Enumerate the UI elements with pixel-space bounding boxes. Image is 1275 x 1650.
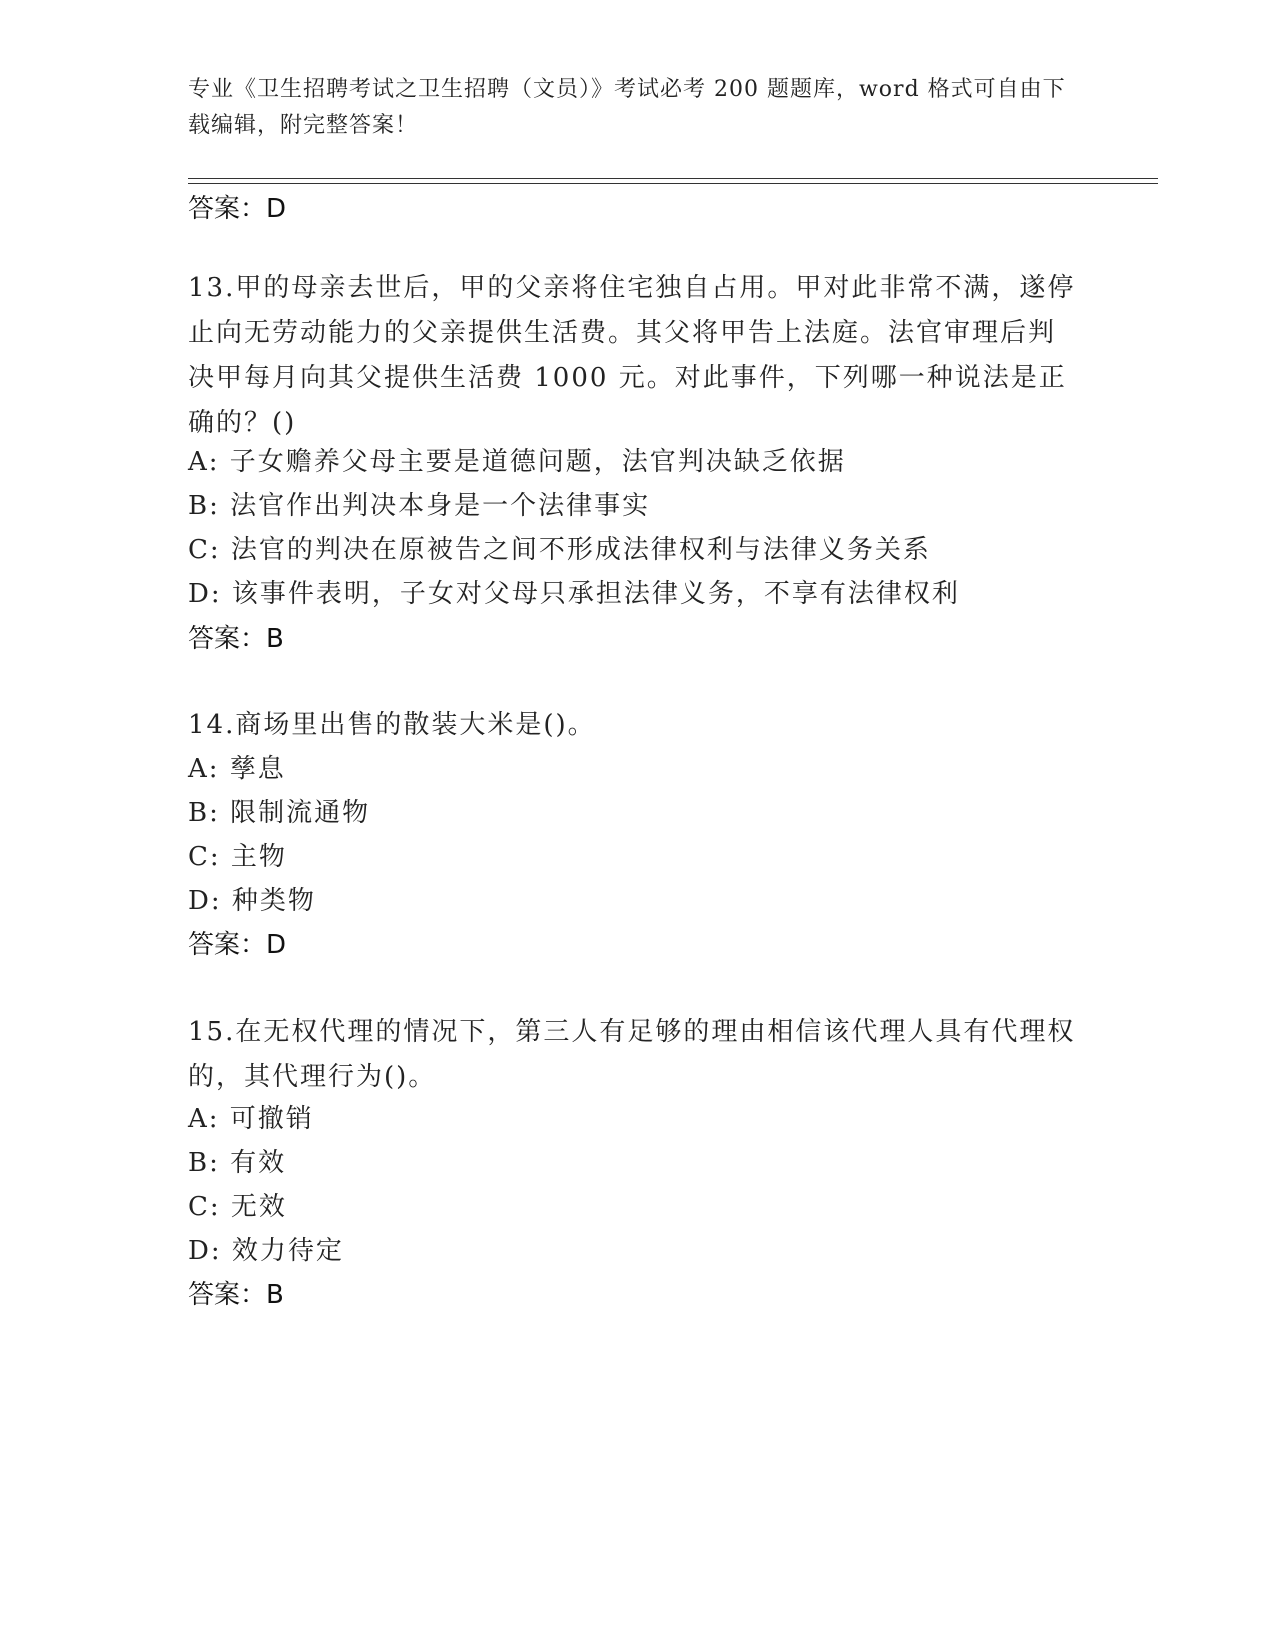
question-13-answer: 答案：B [188, 624, 284, 654]
question-14-answer: 答案：D [188, 930, 287, 960]
question-14-option-a: A: 孳息 [188, 754, 286, 784]
question-13-option-c: C: 法官的判决在原被告之间不形成法律权利与法律义务关系 [188, 535, 931, 565]
question-15-text: 15.在无权代理的情况下，第三人有足够的理由相信该代理人具有代理权的，其代理行为()。 [188, 1017, 1076, 1092]
question-14-text: 14.商场里出售的散装大米是()。 [188, 710, 596, 740]
question-14-option-d: D: 种类物 [188, 886, 316, 916]
question-13-option-b: B: 法官作出判决本身是一个法律事实 [188, 491, 651, 521]
previous-question-answer: 答案：D [188, 194, 287, 224]
question-15-option-d: D: 效力待定 [188, 1236, 344, 1266]
question-15-option-c: C: 无效 [188, 1192, 287, 1222]
header-divider-top [188, 178, 1158, 179]
question-13-text: 13.甲的母亲去世后，甲的父亲将住宅独自占用。甲对此非常不满，遂停止向无劳动能力的父亲提供生活费。其父将甲告上法庭。法官审理后判决甲每月向其父提供生活费 1000 元。对此事件，下列哪一种说法是正确的？() [188, 273, 1076, 438]
question-15-option-a: A: 可撤销 [188, 1104, 314, 1134]
question-15-option-b: B: 有效 [188, 1148, 287, 1178]
question-15-answer: 答案：B [188, 1280, 284, 1310]
question-13-option-d: D: 该事件表明，子女对父母只承担法律义务，不享有法律权利 [188, 579, 960, 609]
question-14-option-c: C: 主物 [188, 842, 287, 872]
question-14-option-b: B: 限制流通物 [188, 798, 371, 828]
question-13-option-a: A: 子女赡养父母主要是道德问题，法官判决缺乏依据 [188, 447, 846, 477]
header-divider-bottom [188, 183, 1158, 184]
document-header: 专业《卫生招聘考试之卫生招聘（文员）》考试必考 200 题题库，word 格式可自由下载编辑，附完整答案！ [188, 77, 1066, 138]
